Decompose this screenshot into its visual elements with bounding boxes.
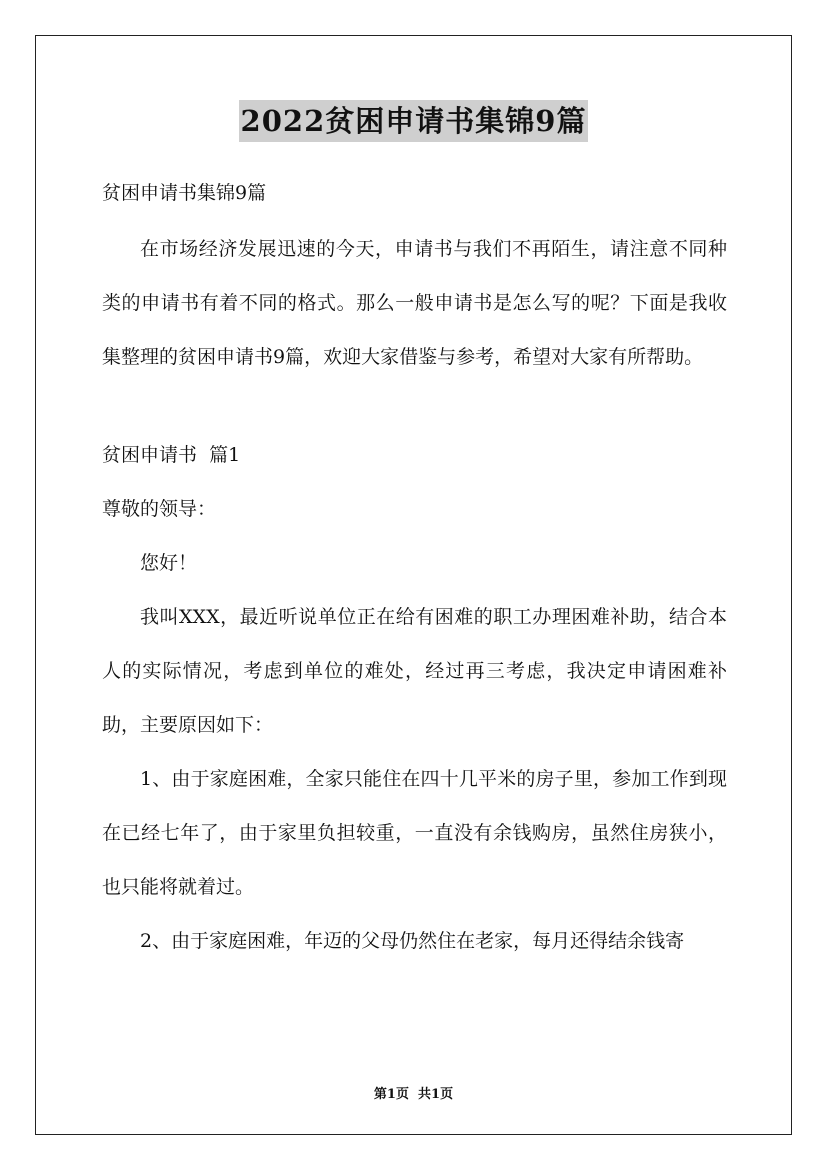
- document-title: 2022贫困申请书集锦9篇: [239, 100, 589, 142]
- body-paragraph: 我叫XXX，最近听说单位正在给有困难的职工办理困难补助，结合本人的实际情况，考虑到单位的难处，经过再三考虑，我决定申请困难补助，主要原因如下：: [102, 606, 727, 736]
- title-container: [0, 100, 827, 142]
- body-paragraph: 2、由于家庭困难，年迈的父母仍然住在老家，每月还得结余钱寄: [140, 930, 685, 952]
- document-body: [102, 170, 727, 968]
- greeting: 您好！: [140, 552, 198, 574]
- intro-paragraph: 在市场经济发展迅速的今天，申请书与我们不再陌生，请注意不同种类的申请书有着不同的格式。那么一般申请书是怎么写的呢？下面是我收集整理的贫困申请书9篇，欢迎大家借鉴与参考，希望对大家有所帮助。: [102, 238, 727, 368]
- page-footer: [0, 1083, 827, 1102]
- salutation: 尊敬的领导：: [102, 498, 217, 520]
- section-heading: 贫困申请书 篇1: [102, 444, 241, 466]
- body-paragraph: 1、由于家庭困难，全家只能住在四十几平米的房子里，参加工作到现在已经七年了，由于家里负担较重，一直没有余钱购房，虽然住房狭小，也只能将就着过。: [102, 768, 727, 898]
- document-subtitle: 贫困申请书集锦9篇: [102, 182, 267, 204]
- page-number: 第1页 共1页: [373, 1087, 454, 1102]
